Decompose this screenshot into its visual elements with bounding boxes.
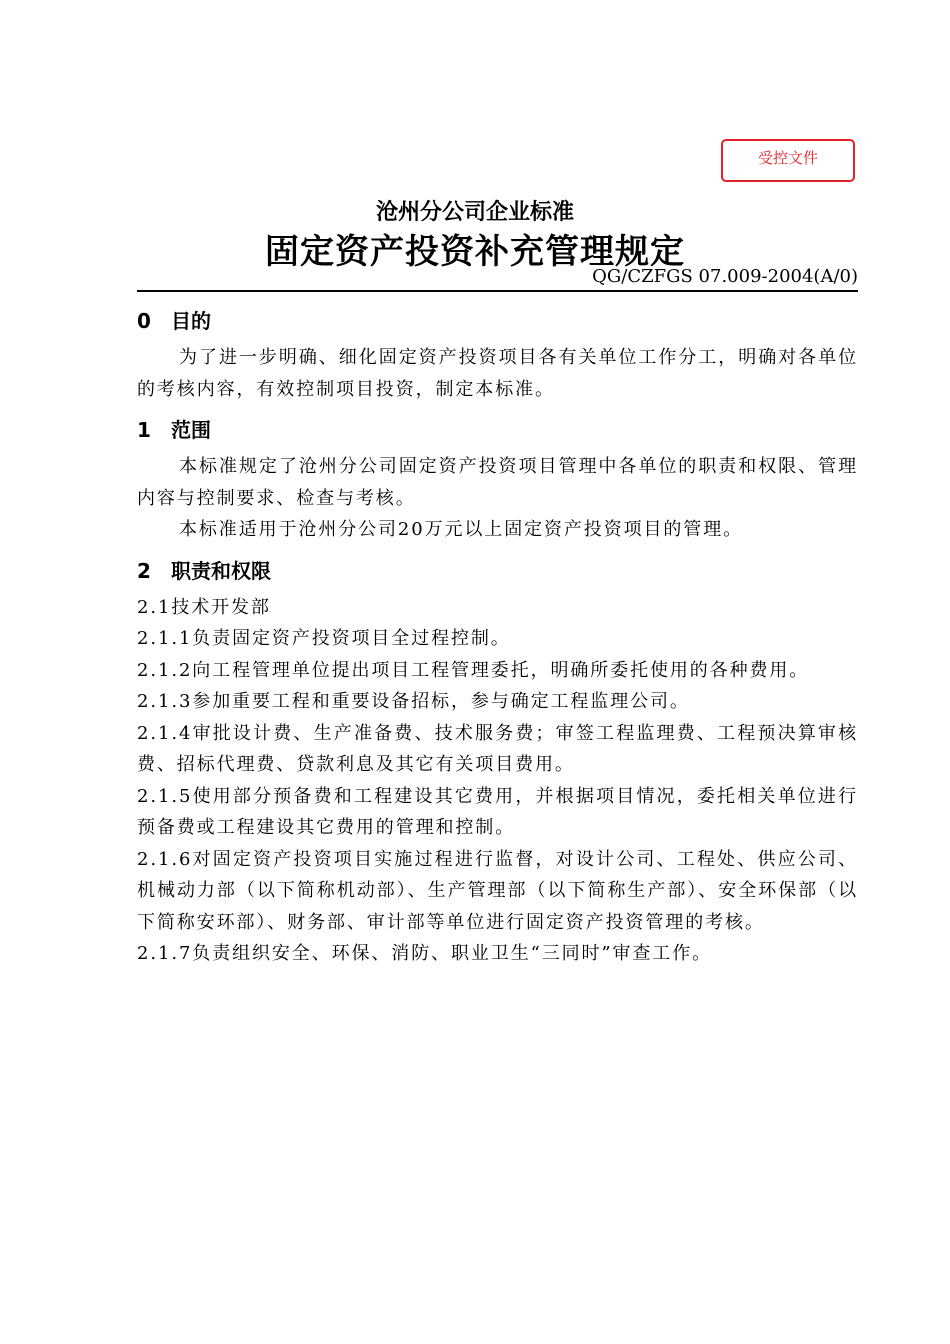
- clause-item: 2.1.6对固定资产投资项目实施过程进行监督，对设计公司、工程处、供应公司、机械动力部（以下简称机动部）、生产管理部（以下简称生产部）、安全环保部（以下简称安环部）、财务部、审计部等单位进行固定资产投资管理的考核。: [137, 848, 858, 933]
- document-title: 固定资产投资补充管理规定: [265, 232, 685, 272]
- clause-item: 2.1.4审批设计费、生产准备费、技术服务费；审签工程监理费、工程预决算审核费、招标代理费、贷款利息及其它有关项目费用。: [137, 722, 858, 775]
- clause-item: 2.1.5使用部分预备费和工程建设其它费用，并根据项目情况，委托相关单位进行预备费或工程建设其它费用的管理和控制。: [137, 785, 858, 838]
- document-body: [137, 300, 858, 970]
- section-title: 职责和权限: [171, 558, 271, 583]
- clause-item: 2.1.2向工程管理单位提出项目工程管理委托，明确所委托使用的各种费用。: [137, 659, 810, 681]
- section-0-heading: [137, 304, 858, 338]
- header-divider: [137, 290, 858, 292]
- section-title: 范围: [171, 418, 211, 442]
- section-title: 目的: [171, 309, 211, 333]
- section-2-heading: [137, 554, 858, 588]
- org-title: 沧州分公司企业标准: [375, 200, 574, 225]
- section-1-paragraph-2: 本标准适用于沧州分公司20万元以上固定资产投资项目的管理。: [179, 519, 744, 540]
- clause-item: 2.1.7负责组织安全、环保、消防、职业卫生“三同时”审查工作。: [137, 943, 713, 964]
- clause-item: 2.1技术开发部: [137, 596, 271, 618]
- section-1-heading: [137, 413, 858, 447]
- section-number: 2: [137, 558, 151, 583]
- controlled-document-stamp: 受控文件: [721, 139, 855, 182]
- section-1-paragraph-1: 本标准规定了沧州分公司固定资产投资项目管理中各单位的职责和权限、管理内容与控制要求、检查与考核。: [137, 456, 858, 509]
- section-number: 1: [137, 418, 151, 442]
- document-code: QG/CZFGS 07.009-2004(A/0): [592, 266, 858, 287]
- section-number: 0: [137, 309, 151, 333]
- clause-item: 2.1.1负责固定资产投资项目全过程控制。: [137, 628, 511, 649]
- section-0-paragraph: 为了进一步明确、细化固定资产投资项目各有关单位工作分工，明确对各单位的考核内容，有效控制项目投资，制定本标准。: [137, 347, 858, 400]
- clause-item: 2.1.3参加重要工程和重要设备招标，参与确定工程监理公司。: [137, 691, 690, 712]
